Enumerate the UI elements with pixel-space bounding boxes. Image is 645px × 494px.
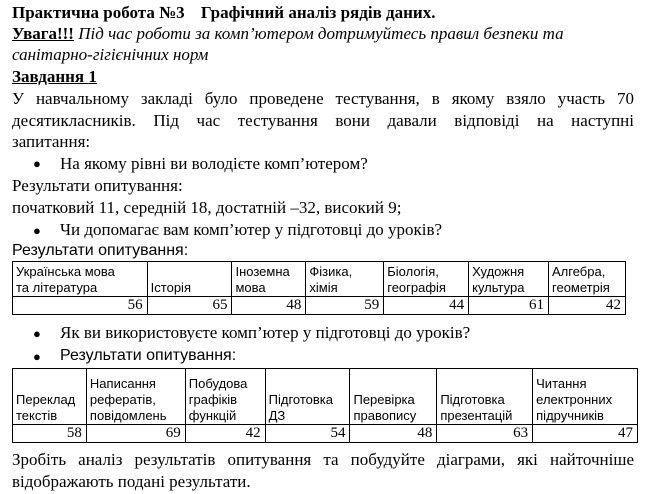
table-header-cell: Алгебра, геометрія	[549, 262, 626, 297]
table-value-cell: 48	[232, 297, 306, 315]
warning-label: Увага!!!	[12, 24, 74, 43]
table-header-row	[13, 262, 626, 297]
table-header-cell: Читання електронних підручників	[533, 369, 638, 425]
table-value-cell: 63	[437, 425, 533, 443]
outro-line2: відображають подані результати.	[12, 472, 251, 491]
table-header-row	[13, 369, 638, 425]
table-value-cell: 59	[306, 297, 384, 315]
table-header-cell: Історія	[147, 262, 232, 297]
question-1-results-label: Результати опитування:	[12, 176, 183, 195]
table-value-cell: 42	[549, 297, 626, 315]
intro-line3: запитання:	[12, 132, 91, 151]
bullet-icon: ●	[33, 349, 41, 364]
table-value-cell: 69	[86, 425, 185, 443]
worksheet-title	[12, 3, 435, 22]
table-row	[13, 297, 626, 315]
warning-text-line1: Під час роботи за комп’ютером дотримуйтесь правил безпеки та	[78, 24, 564, 43]
table-header-cell: Перевірка правопису	[350, 369, 437, 425]
question-1-results: початковий 11, середній 18, достатній –32, високий 9;	[12, 198, 402, 217]
table-header-cell: Фізика, хімія	[306, 262, 384, 297]
question-3-results-label: Результати опитування:	[60, 347, 237, 364]
question-3: Як ви використовуєте комп’ютер у підготовці до уроків?	[60, 323, 471, 342]
table-value-cell: 44	[384, 297, 469, 315]
table-value-cell: 54	[265, 425, 350, 443]
table-header-cell: Переклад текстів	[13, 369, 87, 425]
intro-line1: У навчальному закладі було проведене тестування, в якому взяло участь 70	[12, 89, 634, 108]
table-value-cell: 58	[13, 425, 87, 443]
worksheet-topic: Графічний аналіз рядів даних.	[200, 3, 436, 22]
table-header-cell: Біологія, географія	[384, 262, 469, 297]
table-row	[13, 425, 638, 443]
question-1: На якому рівні ви володієте комп’ютером?	[60, 154, 368, 173]
results-table-usage	[12, 368, 638, 443]
results-table-subjects	[12, 261, 626, 315]
table-value-cell: 48	[350, 425, 437, 443]
table-header-cell: Іноземна мова	[232, 262, 306, 297]
outro-line1: Зробіть аналіз результатів опитування та побудуйте діаграми, які найточніше	[12, 450, 634, 469]
question-2: Чи допомагає вам комп’ютер у підготовці до уроків?	[60, 220, 443, 239]
table-header-cell: Підготовка презентацій	[437, 369, 533, 425]
bullet-icon: ●	[33, 223, 41, 238]
table-value-cell: 61	[469, 297, 549, 315]
task-heading: Завдання 1	[12, 67, 97, 86]
table-header-cell: Побудова графіків функцій	[185, 369, 265, 425]
bullet-icon: ●	[33, 156, 41, 171]
question-2-results-label: Результати опитування:	[12, 242, 189, 259]
warning-text-line2: санітарно-гігієнічних норм	[12, 45, 209, 64]
table-header-cell: Художня культура	[469, 262, 549, 297]
table-header-cell: Українська мова та література	[13, 262, 148, 297]
table-value-cell: 47	[533, 425, 638, 443]
table-value-cell: 42	[185, 425, 265, 443]
worksheet-number: Практична робота №3	[12, 3, 185, 22]
safety-warning	[12, 24, 564, 43]
table-value-cell: 56	[13, 297, 148, 315]
table-value-cell: 65	[147, 297, 232, 315]
table-header-cell: Написання рефератів, повідомлень	[86, 369, 185, 425]
bullet-icon: ●	[33, 326, 41, 341]
intro-line2: десятикласників. Під час тестування вони давали відповіді на наступні	[12, 111, 634, 130]
table-header-cell: Підготовка ДЗ	[265, 369, 350, 425]
